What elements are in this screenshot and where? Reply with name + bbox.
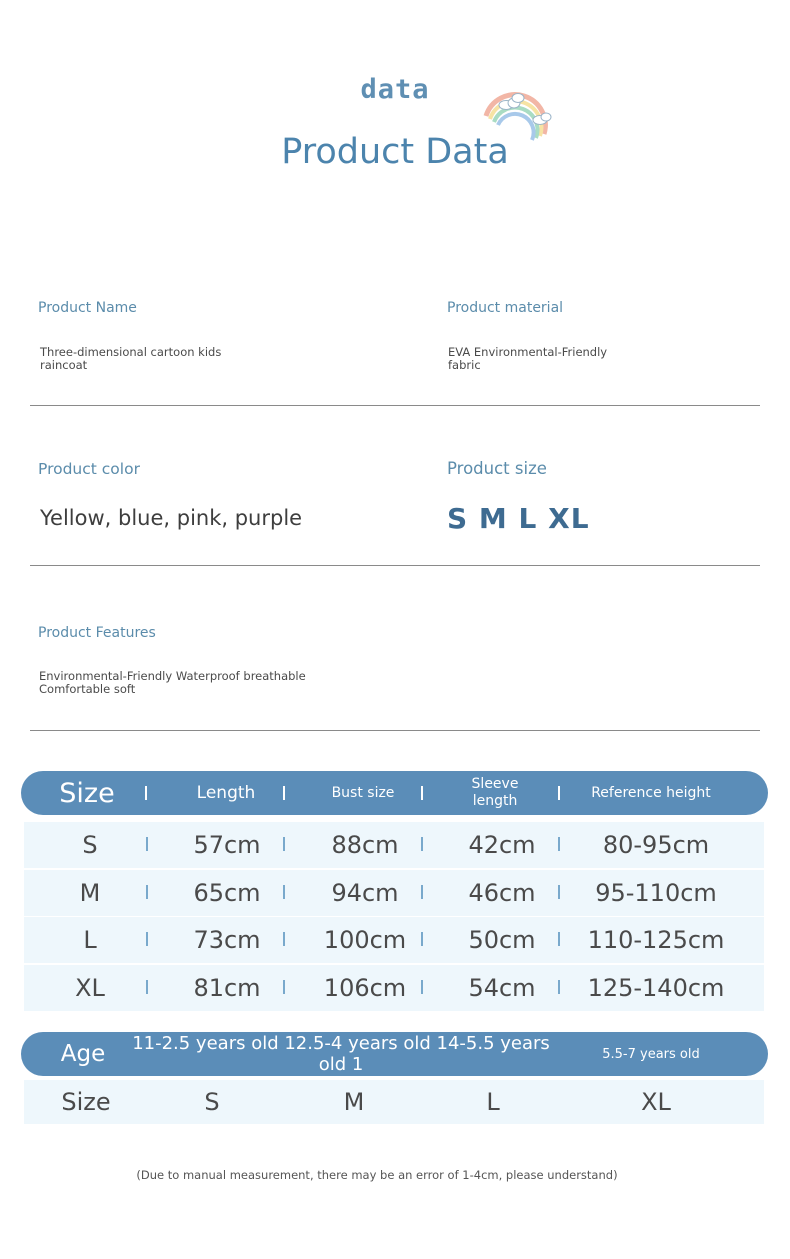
page-title: Product Data: [281, 132, 509, 172]
age-table-header: [21, 1032, 768, 1076]
age-label: Age: [60, 1041, 106, 1067]
product-size-value: S M L XL: [447, 502, 590, 535]
table-row: [24, 917, 764, 963]
table-cell: L: [83, 926, 97, 954]
column-separator: [421, 932, 423, 946]
divider: [30, 730, 760, 731]
column-separator: [421, 837, 423, 851]
column-separator: [558, 837, 560, 851]
table-cell: 50cm: [468, 926, 536, 954]
table-cell: 54cm: [468, 974, 536, 1002]
table-cell: 94cm: [331, 879, 399, 907]
table-cell: 46cm: [468, 879, 536, 907]
column-separator: [558, 932, 560, 946]
divider: [30, 405, 760, 406]
header-separator: [145, 786, 147, 800]
table-cell: 65cm: [193, 879, 261, 907]
column-separator: [558, 980, 560, 994]
product-features-value: [39, 670, 306, 696]
table-cell: XL: [75, 974, 105, 1002]
product-material-line: fabric: [448, 358, 481, 372]
product-name-line: raincoat: [40, 358, 88, 372]
age-size-cell: M: [343, 1088, 365, 1116]
product-features-label: Product Features: [38, 625, 156, 641]
header-separator: [283, 786, 285, 800]
table-cell: 125-140cm: [587, 974, 725, 1002]
header-sleeve-length: Sleeve length: [471, 776, 519, 809]
table-cell: 95-110cm: [595, 879, 717, 907]
product-material-line: EVA Environmental-Friendly: [448, 345, 608, 359]
header-separator: [421, 786, 423, 800]
table-cell: 100cm: [323, 926, 407, 954]
header-bust-size: Bust size: [331, 785, 395, 801]
column-separator: [558, 885, 560, 899]
product-material-label: Product material: [447, 300, 564, 316]
product-name-label: Product Name: [38, 300, 137, 316]
product-name-line: Three-dimensional cartoon kids: [40, 345, 222, 359]
table-cell: 81cm: [193, 974, 261, 1002]
column-separator: [283, 980, 285, 994]
column-separator: [421, 885, 423, 899]
table-cell: 88cm: [331, 831, 399, 859]
product-color-label: Product color: [38, 460, 140, 478]
table-row: [24, 822, 764, 868]
age-size-cell: L: [486, 1088, 500, 1116]
table-cell: 80-95cm: [602, 831, 710, 859]
table-cell: 42cm: [468, 831, 536, 859]
age-ranges: 11-2.5 years old 12.5-4 years old 14-5.5 years old 1: [132, 1033, 550, 1075]
product-size-label: Product size: [447, 459, 547, 478]
divider: [30, 565, 760, 566]
column-separator: [146, 980, 148, 994]
measurement-note: (Due to manual measurement, there may be an error of 1-4cm, please understand): [136, 1168, 618, 1182]
header-separator: [558, 786, 560, 800]
table-row: [24, 965, 764, 1011]
product-color-value: Yellow, blue, pink, purple: [40, 506, 303, 530]
column-separator: [421, 980, 423, 994]
table-cell: M: [79, 879, 101, 907]
column-separator: [283, 885, 285, 899]
table-cell: S: [82, 831, 98, 859]
section-subtitle: data: [360, 74, 430, 105]
product-features-line: Environmental-Friendly Waterproof breathable: [39, 669, 306, 683]
table-cell: 73cm: [193, 926, 261, 954]
age-size-cell: S: [204, 1088, 220, 1116]
table-cell: 57cm: [193, 831, 261, 859]
column-separator: [283, 932, 285, 946]
size-table-header: [21, 771, 768, 815]
age-size-row: [24, 1080, 764, 1124]
age-size-cell: XL: [641, 1088, 671, 1116]
header-length: Length: [196, 783, 256, 803]
table-cell: 110-125cm: [587, 926, 725, 954]
product-material-value: [448, 346, 607, 372]
column-separator: [146, 932, 148, 946]
age-size-label: Size: [61, 1088, 111, 1116]
product-name-value: [40, 346, 221, 372]
age-range-last: 5.5-7 years old: [602, 1046, 700, 1062]
product-features-line: Comfortable soft: [39, 682, 136, 696]
table-cell: 106cm: [323, 974, 407, 1002]
table-row: [24, 870, 764, 916]
header-size: Size: [59, 777, 115, 809]
column-separator: [146, 885, 148, 899]
column-separator: [283, 837, 285, 851]
column-separator: [146, 837, 148, 851]
header-reference-height: Reference height: [591, 785, 711, 801]
